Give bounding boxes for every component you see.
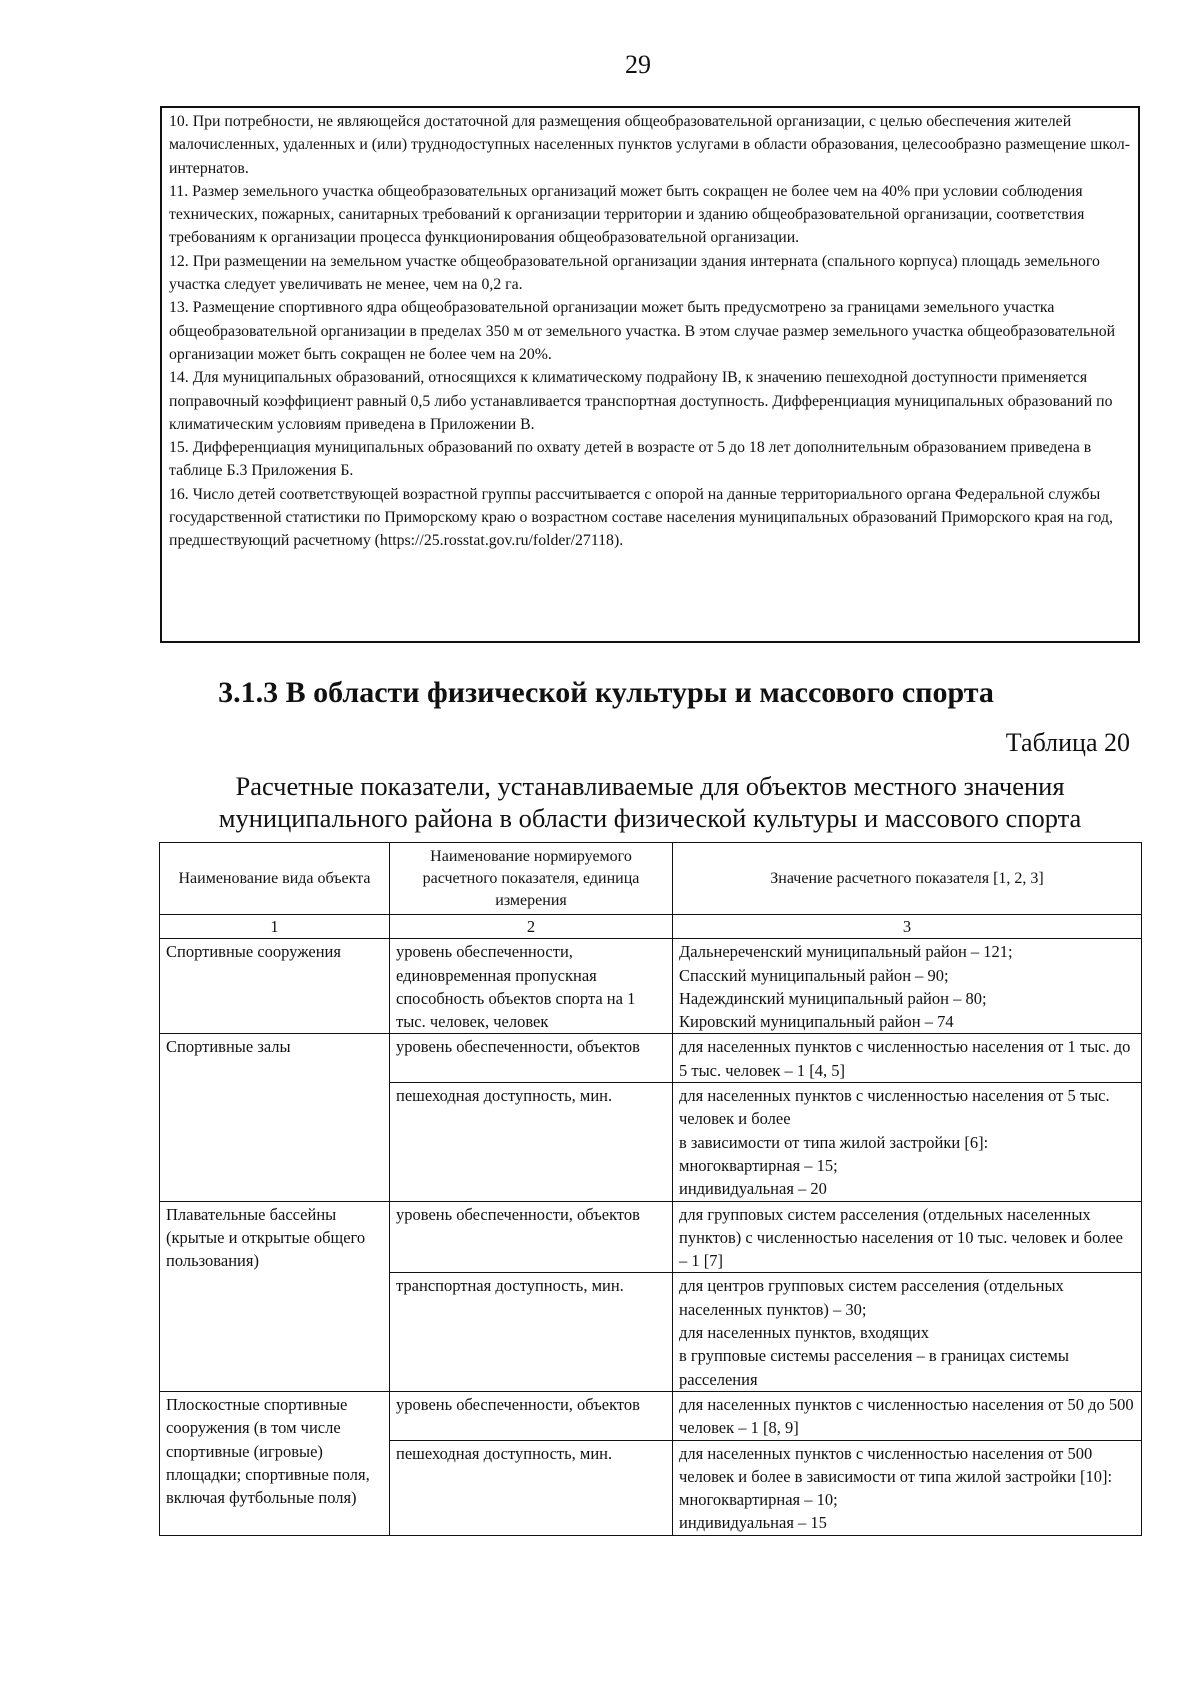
section-title: 3.1.3 В области физической культуры и массового спорта — [218, 676, 994, 709]
note-16: 16. Число детей соответствующей возрастной группы рассчитывается с опорой на данные территориального органа Федеральной службы государственной статистики по Приморскому краю о возрастном составе населения муниципальных образований Приморского края на год, предшествующий расчетному (https://25.rosstat.gov.ru/folder/27118). — [169, 485, 1113, 550]
column-number: 2 — [390, 915, 673, 939]
table-row — [160, 1034, 1142, 1083]
value-line: для населенных пунктов с численностью населения от 1 тыс. до 5 тыс. человек – 1 [4, 5] — [679, 1037, 1131, 1080]
value-line: для населенных пунктов с численностью населения от 500 человек и более в зависимости от типа жилой застройки [10]: — [679, 1443, 1113, 1486]
value-line: Дальнереченский муниципальный район – 121; — [679, 942, 1013, 962]
table-row — [160, 939, 1142, 1034]
indicator-cell: уровень обеспеченности, объектов — [390, 1034, 673, 1083]
header-indicator: Наименование нормируемого расчетного показателя, единица измерения — [390, 843, 673, 915]
value-cell — [673, 1440, 1142, 1535]
value-line: в зависимости от типа жилой застройки [6]: — [679, 1132, 989, 1152]
table-label: Таблица 20 — [1005, 728, 1130, 757]
indicator-cell: пешеходная доступность, мин. — [390, 1440, 673, 1535]
indicator-cell: уровень обеспеченности, объектов — [390, 1201, 673, 1273]
value-line: Кировский муниципальный район – 74 — [679, 1012, 954, 1032]
value-line: для групповых систем расселения (отдельных населенных пунктов) с численностью населения от 10 тыс. человек и более – 1 [7] — [679, 1204, 1123, 1271]
value-line: Спасский муниципальный район – 90; — [679, 965, 949, 985]
value-cell — [673, 1391, 1142, 1440]
indicator-cell: уровень обеспеченности, единовременная пропускная способность объектов спорта на 1 тыс. человек, человек — [390, 939, 673, 1034]
object-type-cell: Плоскостные спортивные сооружения (в том числе спортивные (игровые) площадки; спортивные поля, включая футбольные поля) — [160, 1391, 390, 1535]
value-cell — [673, 939, 1142, 1034]
note-11: 11. Размер земельного участка общеобразовательных организаций может быть сокращен не более чем на 40% при условии соблюдения технических, пожарных, санитарных требований к организации территории и зданию общеобразовательной организации, соответствия требованиям к организации процесса функционирования общеобразовательной организации. — [169, 182, 1085, 247]
value-line: многоквартирная – 10; — [679, 1490, 838, 1510]
indicator-cell: транспортная доступность, мин. — [390, 1273, 673, 1391]
object-type-cell: Спортивные залы — [160, 1034, 390, 1201]
header-object-type: Наименование вида объекта — [160, 843, 390, 915]
table-caption: Расчетные показатели, устанавливаемые для объектов местного значения муниципального района в области физической культуры и массового спорта — [218, 771, 1082, 833]
header-value: Значение расчетного показателя [1, 2, 3] — [673, 843, 1142, 915]
notes-box — [160, 106, 1140, 643]
note-10: 10. При потребности, не являющейся достаточной для размещения общеобразовательной организации, с целью обеспечения жителей малочисленных, удаленных и (или) труднодоступных населенных пунктов услугами в области образования, целесообразно размещение школ-интернатов. — [169, 113, 1131, 177]
value-cell — [673, 1201, 1142, 1273]
value-line: для населенных пунктов, входящих — [679, 1323, 929, 1343]
object-type-cell: Спортивные сооружения — [160, 939, 390, 1034]
value-line: для центров групповых систем расселения (отдельных населенных пунктов) – 30; — [679, 1276, 1064, 1319]
object-type-cell: Плавательные бассейны (крытые и открытые общего пользования) — [160, 1201, 390, 1391]
note-13: 13. Размещение спортивного ядра общеобразовательной организации может быть предусмотрено за границами земельного участка общеобразовательной организации в пределах 350 м от земельного участка. В этом случае размер земельного участка общеобразовательной организации может быть сокращен не более чем на 20%. — [169, 299, 1116, 363]
indicator-cell: пешеходная доступность, мин. — [390, 1083, 673, 1201]
value-line: для населенных пунктов с численностью населения от 50 до 500 человек – 1 [8, 9] — [679, 1394, 1134, 1438]
value-line: многоквартирная – 15; — [679, 1155, 838, 1175]
note-15: 15. Дифференциация муниципальных образований по охвату детей в возрасте от 5 до 18 лет дополнительным образованием приведена в таблице Б.3 Приложения Б. — [169, 439, 1092, 480]
value-line: для населенных пунктов с численностью населения от 5 тыс. человек и более — [679, 1086, 1110, 1129]
value-line: Надеждинский муниципальный район – 80; — [679, 988, 987, 1008]
value-cell — [673, 1034, 1142, 1083]
table-row — [160, 1391, 1142, 1440]
column-number-row — [160, 915, 1142, 939]
value-cell — [673, 1273, 1142, 1391]
column-number: 1 — [160, 915, 390, 939]
indicator-cell: уровень обеспеченности, объектов — [390, 1391, 673, 1440]
value-cell — [673, 1083, 1142, 1201]
note-14: 14. Для муниципальных образований, относящихся к климатическому подрайону IВ, к значению пешеходной доступности применяется поправочный коэффициент равный 0,5 либо устанавливается транспортная доступность. Дифференциация муниципальных образований по климатическим условиям приведена в Приложении В. — [169, 369, 1113, 433]
value-line: в групповые системы расселения – в границах системы расселения — [679, 1346, 1069, 1389]
value-line: индивидуальная – 15 — [679, 1513, 827, 1533]
note-12: 12. При размещении на земельном участке общеобразовательной организации здания интерната (спального корпуса) площадь земельного участка следует увеличивать не менее, чем на 0,2 га. — [169, 252, 1100, 294]
norms-table — [159, 842, 1142, 1536]
value-line: индивидуальная – 20 — [679, 1179, 827, 1199]
table-header-row — [160, 843, 1142, 915]
table-row — [160, 1201, 1142, 1273]
column-number: 3 — [673, 915, 1142, 939]
page-number: 29 — [625, 50, 651, 79]
